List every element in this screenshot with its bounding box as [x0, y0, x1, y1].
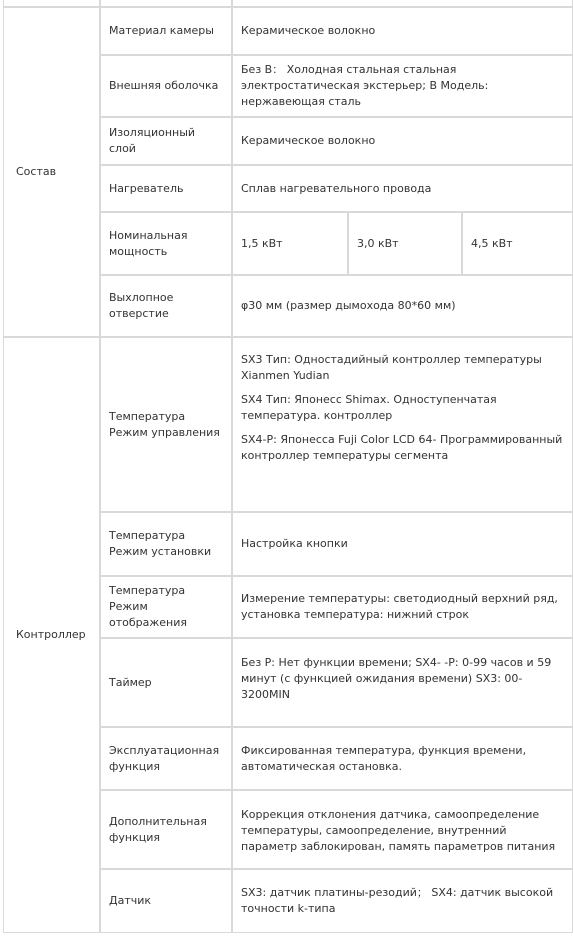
row-value-sensor: SX3: датчик платины-резодий； SX4: датчик высокой точности k-типа [232, 869, 573, 933]
row-label-operation-function: Эксплуатационная функция [100, 727, 232, 790]
row-label-outer-shell: Внешняя оболочка [100, 55, 232, 117]
row-value-operation-function: Фиксированная температура, функция времени, автоматическая остановка. [232, 727, 573, 790]
row-value-heater: Сплав нагревательного провода [232, 165, 573, 212]
row-value-insulation: Керамическое волокно [232, 117, 573, 165]
row-label-rated-power: Номинальная мощность [100, 212, 232, 275]
category-label: Контроллер [16, 628, 86, 641]
row-label-insulation: Изоляционный слой [100, 117, 232, 165]
row-value-power-3: 4,5 кВт [462, 212, 573, 275]
row-label-temp-control-mode: Температура Режим управления [100, 337, 232, 512]
row-value-chamber-material: Керамическое волокно [232, 7, 573, 55]
category-cell-controller [3, 337, 100, 933]
category-cell-composition [3, 7, 100, 337]
row-value-power-1: 1,5 кВт [232, 212, 348, 275]
row-label-temp-setting-mode: Температура Режим установки [100, 512, 232, 576]
row-value-outer-shell: Без В： Холодная стальная стальная электростатическая экстерьер; В Модель: нержавеющая сталь [232, 55, 573, 117]
table-row-partial-label [100, 0, 232, 7]
control-mode-paragraph: SX4 Тип: Японесс Shimax. Одноступенчатая температура. контроллер [241, 393, 497, 422]
row-value-timer: Без P: Нет функции времени; SX4- -P: 0-99 часов и 59 минут (с функцией ожидания времени) SX3: 00-3200MIN [232, 638, 573, 727]
row-label-timer: Таймер [100, 638, 232, 727]
row-value-exhaust: φ30 мм (размер дымохода 80*60 мм) [232, 275, 573, 337]
row-value-temp-control-mode [232, 337, 573, 512]
row-value-temp-setting-mode: Настройка кнопки [232, 512, 573, 576]
row-value-temp-display-mode: Измерение температуры: светодиодный верхний ряд, установка температура: нижний строк [232, 576, 573, 638]
control-mode-paragraph: SX4-P: Японесса Fuji Color LCD 64- Программированный контроллер температуры сегмента [241, 433, 563, 462]
row-value-additional-function: Коррекция отклонения датчика, самоопределение температуры, самоопределение, внутренний параметр заблокирован, память параметров питания [232, 790, 573, 869]
table-row-partial-value [232, 0, 573, 7]
row-label-chamber-material: Материал камеры [100, 7, 232, 55]
category-label: Состав [16, 165, 57, 178]
table-row-partial-category [3, 0, 100, 7]
row-label-exhaust: Выхлопное отверстие [100, 275, 232, 337]
row-label-heater: Нагреватель [100, 165, 232, 212]
row-label-sensor: Датчик [100, 869, 232, 933]
row-label-additional-function: Дополнительная функция [100, 790, 232, 869]
control-mode-paragraph: SX3 Тип: Одностадийный контроллер температуры Xianmen Yudian [241, 353, 542, 382]
row-value-power-2: 3,0 кВт [348, 212, 462, 275]
row-label-temp-display-mode: Температура Режим отображения [100, 576, 232, 638]
